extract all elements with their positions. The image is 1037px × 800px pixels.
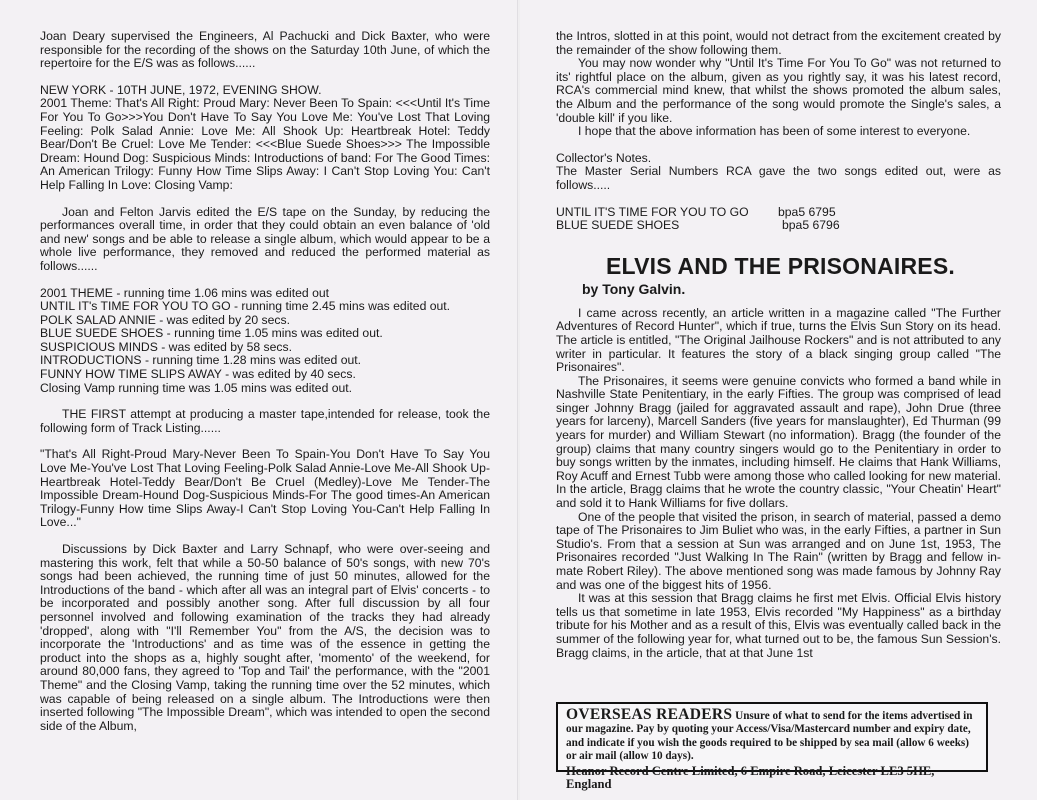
closing-paragraph: I hope that the above information has been of some interest to everyone. — [578, 124, 971, 139]
master-song: UNTIL IT'S TIME FOR YOU TO GO — [556, 204, 749, 219]
edit-item: Closing Vamp running time was 1.05 mins was edited out. — [40, 380, 353, 395]
article-paragraph: I came across recently, an article written in a magazine called "The Further Adventures of Record Hunter", which if true, turns the Elvis Sun Story on its head. The article is entitled, "The Original Jailhouse Rockers" and is not attributed to any writer in particular. It features the story of a black singing group called "The Prisonaires". — [556, 305, 1001, 375]
continuation-paragraph: the Intros, slotted in at this point, would not detract from the excitement created by the remainder of the show following them. — [556, 29, 1001, 57]
article-byline: by Tony Galvin. — [582, 280, 686, 297]
article-paragraph: The Prisonaires, it seems were genuine convicts who formed a band while in Nashville State Penitentiary, in the early Fifties. The group was comprised of lead singer Johnny Bragg (jailed for aggravated assault and rape), John Drue (three years for larceny), Marcell Sanders (five years for manslaughter), Ed Thurman (99 years for murder) and William Stewart (no information). Bragg (the founder of the group) claims that many country singers would go to the Penitentiary in order to buy songs written by the inmates, including himself. He claims that Hank Williams, Roy Acuff and Ernest Tubb were among those who called looking for new material. In the article, Bragg claims that he wrote the country classic, "Your Cheatin' Heart" and sold it to Hank Williams for five dollars. — [556, 373, 1001, 511]
edit-item: UNTIL IT's TIME FOR YOU TO GO - running time 2.45 mins was edited out. — [40, 299, 451, 314]
ad-body: Unsure of what to send for the items advertised in our magazine. Pay by quoting your Access/Visa/Mastercard number and expiry date, and indicate if you wish the goods required to be shipped by sea mail (allow 6 weeks) or air mail (allow 10 days). — [566, 710, 973, 763]
left-page — [0, 0, 518, 800]
show-heading: NEW YORK - 10TH JUNE, 1972, EVENING SHOW. — [40, 82, 322, 97]
edits-list — [40, 287, 490, 396]
editing-paragraph: Joan and Felton Jarvis edited the E/S tape on the Sunday, by reducing the performances overall time, in order that they could obtain an even balance of 'old and new' songs and be able to release a single album, which would appear to be a whole live performance, they removed and reduced the performed material as follows...... — [40, 204, 490, 273]
edit-item: POLK SALAD ANNIE - was edited by 20 secs. — [40, 312, 290, 327]
edit-item: SUSPICIOUS MINDS - was edited by 58 secs. — [40, 339, 292, 354]
ad-contact: Heanor Record Centre Limited, 6 Empire Road, Leicester LE3 5HE, England — [566, 763, 935, 792]
collectors-notes-text: The Master Serial Numbers RCA gave the two songs edited out, were as follows..... — [556, 164, 1001, 192]
edit-item: INTRODUCTIONS - running time 1.28 mins was edited out. — [40, 353, 362, 368]
master-serial-table — [556, 206, 1001, 233]
article-paragraph: One of the people that visited the prison, in search of material, passed a demo tape of The Prisonaires to Jim Buliet who was, in the early Fifties, a partner in Sun Studio's. From that a session at Sun was arranged and on June 1st, 1953, The Prisonaires recorded "Just Walking In The Rain" (written by Bragg and fellow in-mate Robert Riley). The above mentioned song was made famous by Johnny Ray and was one of the biggest hits of 1956. — [556, 509, 1001, 592]
master-song: BLUE SUEDE SHOES — [556, 218, 680, 233]
wonder-paragraph: You may now wonder why "Until It's Time For You To Go" was not returned to its' rightful place on the album, given as you rightly say, it was his latest record, RCA's commercial mind knew, that whilst the shows promoted the album sales, the Album and the performance of the song would promote the Single's sales, a 'double kill' if you like. — [556, 56, 1001, 125]
master-tape-paragraph: THE FIRST attempt at producing a master tape,intended for release, took the following form of Track Listing...... — [40, 407, 490, 435]
edit-item: 2001 THEME - running time 1.06 mins was edited out — [40, 285, 330, 300]
master-code: bpa5 6795 — [778, 204, 836, 219]
master-code: bpa5 6796 — [782, 218, 840, 233]
article-paragraph: It was at this session that Bragg claims he first met Elvis. Official Elvis history tells us that sometime in late 1953, Elvis recorded "My Happiness" as a birthday tribute for his Mother and as a result of this, Elvis was eventually called back in the summer of the following year for, what turned out to be, the famous Sun Session's. Bragg claims, in the article, that at that June 1st — [556, 591, 1001, 660]
edit-item: FUNNY HOW TIME SLIPS AWAY - was edited by 40 secs. — [40, 367, 356, 382]
track-listing-quote: "That's All Right-Proud Mary-Never Been To Spain-You Don't Have To Say You Love Me-You've Lost That Loving Feeling-Polk Salad Annie-Love Me-All Shook Up-Heartbreak Hotel-Teddy Bear/Don't Be Cruel (Medley)-Love Me Tender-The Impossible Dream-Hound Dog-Suspicious Minds-For The good times-An American Trilogy-Funny How time Slips Away-I Can't Stop Loving You-Can't Help Falling In Love..." — [40, 447, 490, 530]
setlist-paragraph: 2001 Theme: That's All Right: Proud Mary: Never Been To Spain: <<<Until It's Time For You To Go>>>You Don't Have To Say You Love Me: You've Lost That Loving Feeling: Polk Salad Annie: Love Me: All Shook Up: Heartbreak Hotel: Teddy Bear/Don't Be Cruel: Love Me Tender: <<<Blue Suede Shoes>>> The Impossible Dream: Hound Dog: Suspicious Minds: Introductions of band: For The Good Times: An American Trilogy: Funny How Time Slips Away: I Can't Stop Loving You: Can't Help Falling In Love: Closing Vamp: — [40, 96, 490, 192]
article-title: ELVIS AND THE PRISONAIRES. — [606, 252, 955, 279]
intro-paragraph: Joan Deary supervised the Engineers, Al Pachucki and Dick Baxter, who were responsible for the recording of the shows on the Saturday 10th June, of which the repertoire for the E/S was as follows...... — [40, 29, 490, 71]
ad-heading: OVERSEAS READERS — [566, 706, 733, 723]
discussion-paragraph: Discussions by Dick Baxter and Larry Schnapf, who were over-seeing and mastering this work, felt that while a 50-50 balance of 50's songs, with new 70's songs had been achieved, the running time of just 50 minutes, allowed for the Introductions of the band - which after all was an integral part of Elvis' concerts - to be incorporated and possibly another song. After full discussion by all four personnel involved and following examination of the tracks they had already 'dropped', along with "I'll Remember You" from the A/S, the decision was to incorporate the 'Introductions' and as time was of the essence in getting the product into the shops as a, highly sought after, 'momento' of the weekend, for around 80,000 fans, they agreed to 'Top and Tail' the performance, with the "2001 Theme" and the Closing Vamp, taking the running time over the 52 minutes, which was capable of being released on a single album. The Introductions were then inserted following "The Impossible Dream", which was intended to open the second side of the Album, — [40, 542, 490, 733]
right-page — [520, 0, 1037, 800]
collectors-notes-heading: Collector's Notes. — [556, 150, 652, 165]
edit-item: BLUE SUEDE SHOES - running time 1.05 mins was edited out. — [40, 326, 383, 341]
overseas-readers-ad — [556, 702, 988, 792]
